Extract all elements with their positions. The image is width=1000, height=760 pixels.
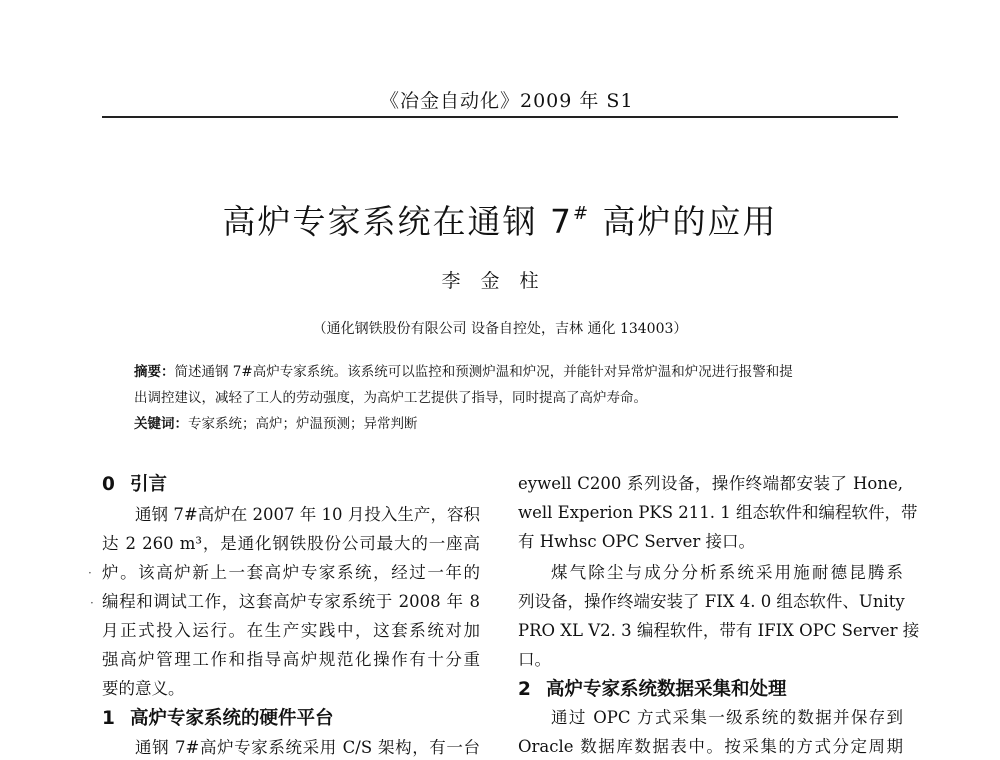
para-c-line-2: Oracle 数据库数据表中。按采集的方式分定周期 <box>518 737 903 756</box>
para0-line-5: 月正式投入运行。在生产实践中，这套系统对加 <box>102 621 480 640</box>
para0-line-6: 强高炉管理工作和指导高炉规范化操作有十分重 <box>102 650 480 669</box>
para-b-line-4: 口。 <box>518 650 551 669</box>
abstract-text-1: 简述通钢 7#高炉专家系统。该系统可以监控和预测炉温和炉况，并能针对异常炉温和炉况进行报警和提 <box>174 364 793 380</box>
para-b-line-3: PRO XL V2. 3 编程软件，带有 IFIX OPC Server 接 <box>518 621 920 640</box>
scan-speck: · <box>88 566 92 580</box>
section-0-title: 引言 <box>130 474 168 495</box>
title-tail: 高炉的应用 <box>590 202 778 241</box>
section-0-heading <box>102 470 167 496</box>
para0-line-2: 达 2 260 m³，是通化钢铁股份公司最大的一座高 <box>102 534 480 553</box>
title-main: 高炉专家系统在通钢 7 <box>222 202 573 241</box>
running-head: 《冶金自动化》2009 年 S1 <box>380 90 634 112</box>
keywords-text: 专家系统；高炉；炉温预测；异常判断 <box>188 416 418 432</box>
abstract-line-2 <box>134 386 904 406</box>
para-b-line-1: 煤气除尘与成分分析系统采用施耐德昆腾系 <box>551 563 903 582</box>
abstract-text-2: 出调控建议，减轻了工人的劳动强度，为高炉工艺提供了指导，同时提高了高炉寿命。 <box>134 390 647 406</box>
scan-speck: · <box>90 596 94 610</box>
para1-line-1: 通钢 7#高炉专家系统采用 C/S 架构，有一台 <box>135 738 480 757</box>
section-2-title: 高炉专家系统数据采集和处理 <box>546 679 787 700</box>
section-1-title: 高炉专家系统的硬件平台 <box>130 708 334 729</box>
keywords-label: 关键词： <box>134 416 188 432</box>
para-b-line-2: 列设备，操作终端安装了 FIX 4. 0 组态软件、Unity <box>518 592 905 611</box>
para0-line-1: 通钢 7#高炉在 2007 年 10 月投入生产，容积 <box>135 505 480 524</box>
para-c-line-1: 通过 OPC 方式采集一级系统的数据并保存到 <box>551 708 903 727</box>
article-title <box>0 196 1000 243</box>
section-2-heading <box>518 675 787 701</box>
para0-line-7: 要的意义。 <box>102 679 185 698</box>
section-1-heading <box>102 704 334 730</box>
abstract-label: 摘要： <box>134 364 175 380</box>
affiliation: （通化钢铁股份有限公司 设备自控处，吉林 通化 134003） <box>312 321 688 337</box>
section-1-number: 1 <box>102 708 115 729</box>
para-a-line-3: 有 Hwhsc OPC Server 接口。 <box>518 532 756 551</box>
title-superscript: # <box>572 203 591 224</box>
header-rule <box>102 116 898 118</box>
para-a-line-1: eywell C200 系列设备，操作终端都安装了 Hone, <box>518 474 903 493</box>
section-0-number: 0 <box>102 474 115 495</box>
section-2-number: 2 <box>518 679 531 700</box>
abstract-line-1 <box>134 360 904 380</box>
para0-line-4: 编程和调试工作，这套高炉专家系统于 2008 年 8 <box>102 592 480 611</box>
para-a-line-2: well Experion PKS 211. 1 组态软件和编程软件，带 <box>518 503 918 522</box>
author: 李金柱 <box>441 270 559 292</box>
para0-line-3: 炉。该高炉新上一套高炉专家系统，经过一年的 <box>102 563 480 582</box>
keywords-line <box>134 412 904 432</box>
